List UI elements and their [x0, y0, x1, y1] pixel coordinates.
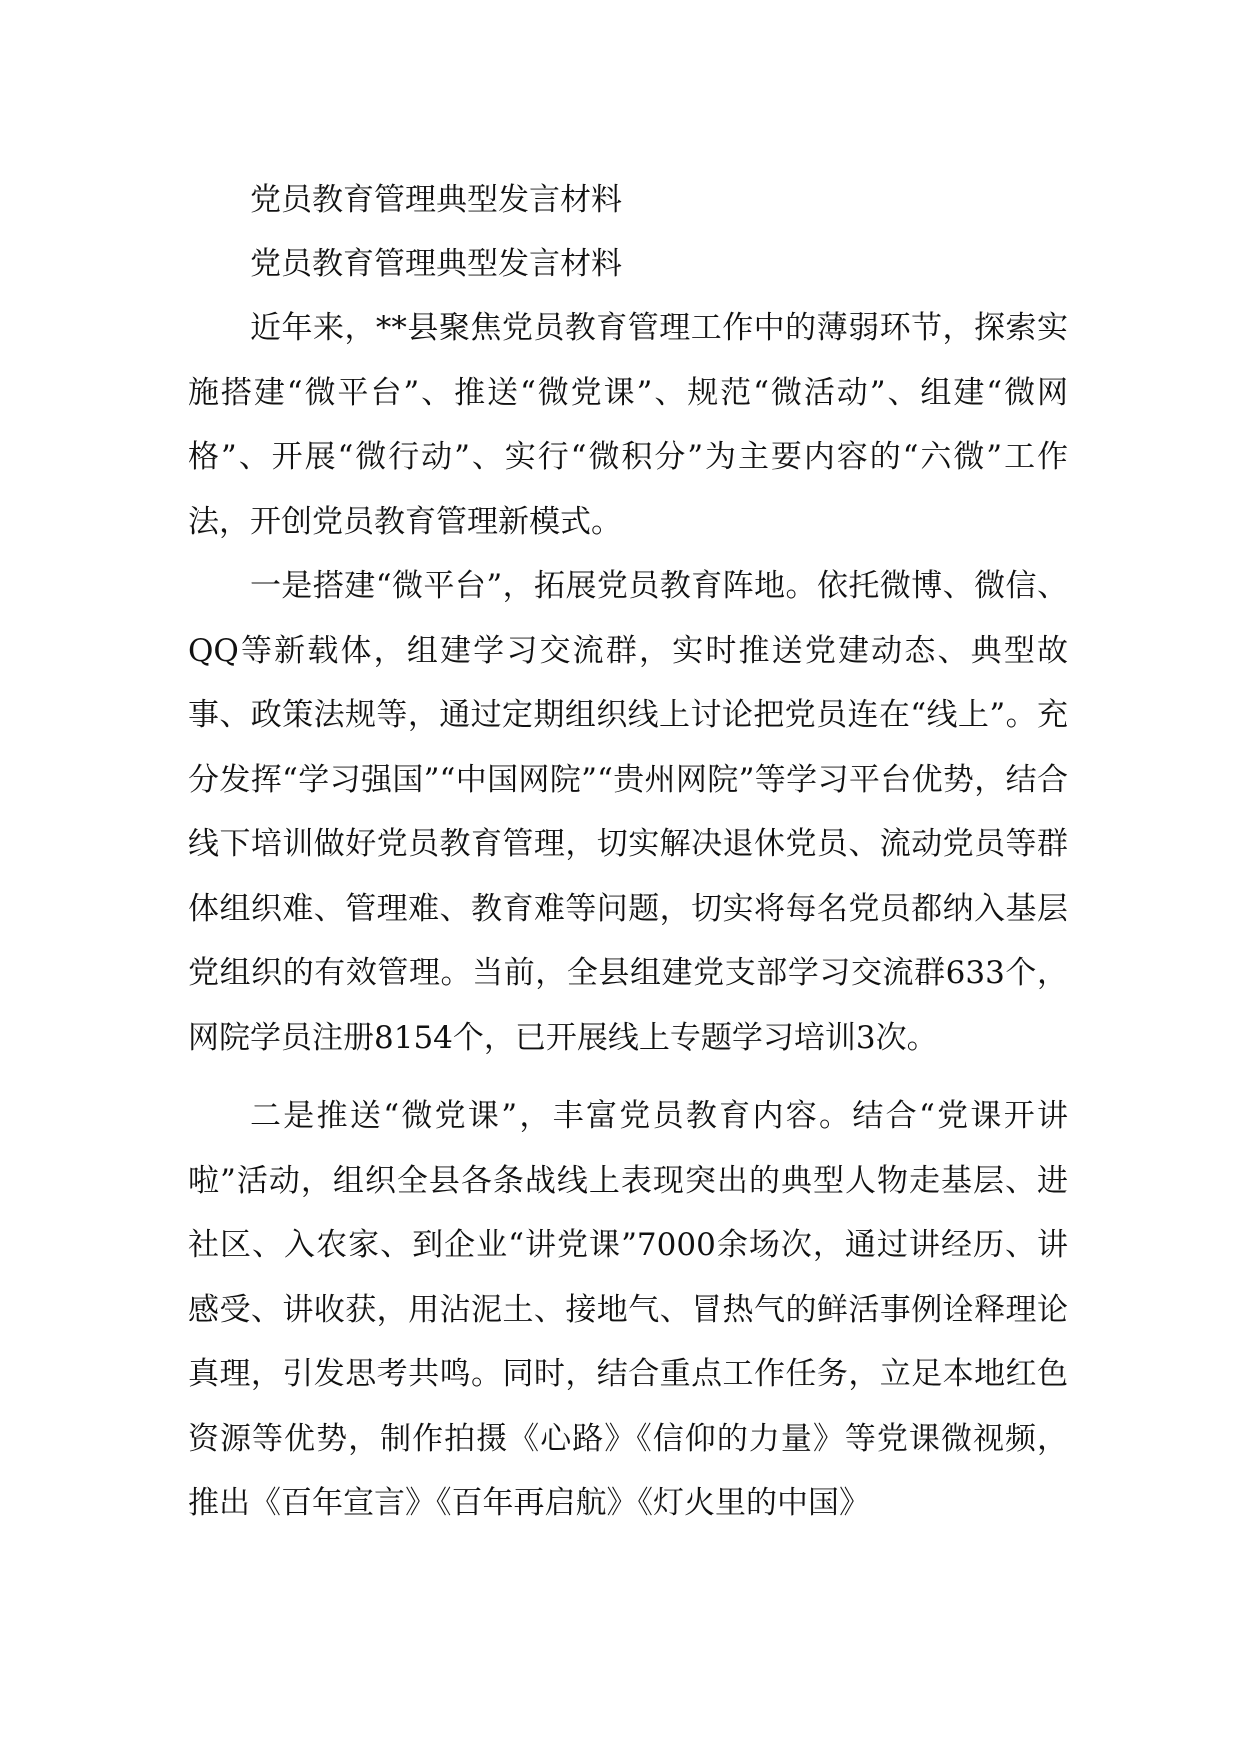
document-title: 党员教育管理典型发言材料 [250, 182, 622, 218]
paragraph-micro-platform: 一是搭建“微平台”，拓展党员教育阵地。依托微博、微信、QQ等新载体，组建学习交流群，实时推送党建动态、典型故事、政策法规等，通过定期组织线上讨论把党员连在“线上”。充分发挥“学习强国”“中国网院”“贵州网院”等学习平台优势，结合线下培训做好党员教育管理，切实解决退休党员、流动党员等群体组织难、管理难、教育难等问题，切实将每名党员都纳入基层党组织的有效管理。当前，全县组建党支部学习交流群633个，网院学员注册8154个，已开展线上专题学习培训3次。 [188, 568, 1068, 1056]
paragraph-intro: 近年来，**县聚焦党员教育管理工作中的薄弱环节，探索实施搭建“微平台”、推送“微党课”、规范“微活动”、组建“微网格”、开展“微行动”、实行“微积分”为主要内容的“六微”工作法，开创党员教育管理新模式。 [188, 310, 1068, 540]
document-body [188, 168, 1068, 1536]
paragraph-micro-lesson: 二是推送“微党课”，丰富党员教育内容。结合“党课开讲啦”活动，组织全县各条战线上表现突出的典型人物走基层、进社区、入农家、到企业“讲党课”7000余场次，通过讲经历、讲感受、讲收获，用沾泥土、接地气、冒热气的鲜活事例诠释理论真理，引发思考共鸣。同时，结合重点工作任务，立足本地红色资源等优势，制作拍摄《心路》《信仰的力量》等党课微视频，推出《百年宣言》《百年再启航》《灯火里的中国》 [188, 1098, 1068, 1521]
document-subtitle: 党员教育管理典型发言材料 [250, 246, 622, 282]
